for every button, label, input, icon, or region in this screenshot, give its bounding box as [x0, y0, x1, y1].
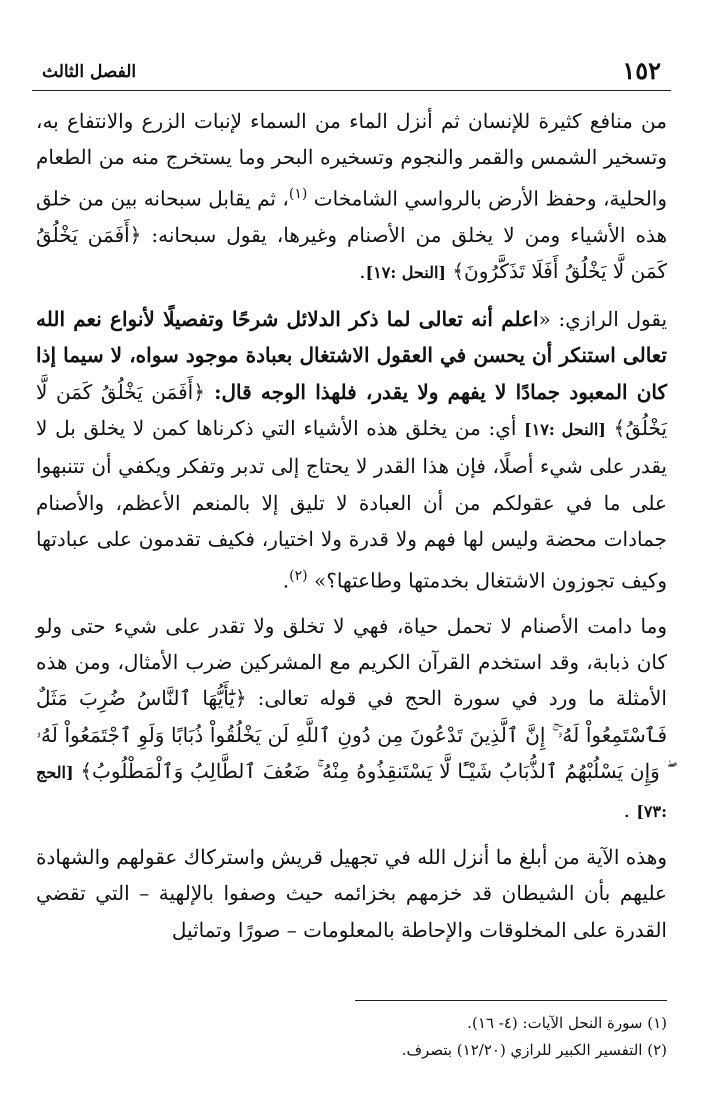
quran-verse-hajj: ﴿يَٰٓأَيُّهَا ٱلنَّاسُ ضُرِبَ مَثَلٌ فَٱسْتَمِعُواْ لَهُۥٓ ۚ إِنَّ ٱلَّذِينَ تَدْعُونَ مِن دُونِ ٱللَّهِ لَن يَخْلُقُواْ ذُبَابًا وَلَوِ ٱجْتَمَعُواْ لَهُۥ ۖ وَإِن يَسْلُبْهُمُ ٱلذُّبَابُ شَيْـًٔا لَّا يَسْتَنقِذُوهُ مِنْهُ ۚ ضَعُفَ ٱلطَّالِبُ وَٱلْمَطْلُوبُ﴾ — [36, 686, 667, 784]
sentence-end: . — [359, 259, 366, 284]
page-header — [32, 52, 671, 91]
paragraph-4-text: وهذه الآية من أبلغ ما أنزل الله في تجهيل قريش واستركاك عقولهم والشهادة عليهم بأن الشيطان قد خزمهم بخزائمه حيث وصفوا بالإلهية – التي تقضي القدرة على المخلوقات والإحاطة بالمعلومات – صورًا وتماثيل — [36, 845, 667, 942]
footnote-1: (١) سورة النحل الآيات: (٤- ١٦). — [467, 1014, 667, 1032]
footnote-marker-1: (١) — [288, 185, 308, 202]
paragraph-2 — [36, 301, 667, 599]
sentence-end: . — [623, 797, 637, 822]
footnote-divider — [355, 1000, 667, 1001]
quran-verse-nahl: ﴿أَفَمَن يَخْلُقُ كَمَن لَّا يَخْلُقُ أَفَلَا تَذَكَّرُونَ﴾ — [36, 222, 667, 284]
paragraph-3 — [36, 608, 667, 830]
razi-quote-bold: اعلم أنه تعالى لما ذكر الدلائل شرحًا وتفصيلًا لأنواع نعم الله تعالى استنكر أن يحسن في العقول الاشتغال بعبادة موجود سواه، لا سيما إذا كان المعبود جمادًا لا يفهم ولا يقدر، فلهذا الوجه قال: — [36, 306, 668, 404]
verse-reference: [الحج :٧٣] — [36, 763, 667, 821]
paragraph-1-text: من منافع كثيرة للإنسان ثم أنزل الماء من السماء لإنبات الزرع والانتفاع به، وتسخير الشمس والقمر والنجوم وتسخيره البحر وما يستخرج منه من الطعام والحلية، وحفظ الأرض بالرواسي الشامخات — [36, 109, 667, 211]
razi-quote-rest: أي: من يخلق هذه الأشياء التي ذكرناها كمن لا يخلق بل لا يقدر على شيء أصلًا، فإن هذا القدر لا يحتاج إلى تدبر وتفكر ويكفي أن تتنبهوا على ما في عقولكم من أن العبادة لا تليق إلا بالمنعم الأعظم، والأصنام جمادات محضة وليس لها فهم ولا قدرة ولا اختيار، فكيف تقدمون على عبادتها وكيف تجوزون الاشتغال بخدمتها وطاعتها؟» — [36, 415, 667, 593]
paragraph-1-continuation: ، ثم يقابل سبحانه بين من خلق هذه الأشياء ومن لا يخلق من الأصنام وغيرها، يقول سبحانه: — [36, 186, 667, 247]
verse-reference: [النحل :١٧] — [365, 263, 446, 283]
quran-verse-nahl-short: ﴿أَفَمَن يَخْلُقُ كَمَن لَّا يَخْلُقُ﴾ — [36, 379, 668, 440]
footnote-marker-2: (٢) — [289, 567, 308, 584]
paragraph-4 — [36, 839, 667, 948]
sentence-end: . — [282, 568, 290, 593]
page-number: ١٥٢ — [622, 56, 661, 85]
footnotes — [36, 1010, 667, 1064]
body-text — [36, 103, 667, 957]
paragraph-1 — [36, 103, 667, 292]
verse-reference: [النحل :١٧] — [524, 419, 606, 439]
paragraph-3-text: وما دامت الأصنام لا تحمل حياة، فهي لا تخلق ولا تقدر على شيء حتى ولو كان ذبابة، وقد استخدم القرآن الكريم مع المشركين ضرب الأمثال، ومن هذه الأمثلة ما ورد في سورة الحج في قوله تعالى: — [36, 613, 667, 711]
footnote-2: (٢) التفسير الكبير للرازي (١٢/٢٠) بتصرف. — [401, 1041, 667, 1059]
chapter-title: الفصل الثالث — [42, 62, 137, 82]
paragraph-2-intro: يقول الرازي: « — [538, 306, 668, 331]
